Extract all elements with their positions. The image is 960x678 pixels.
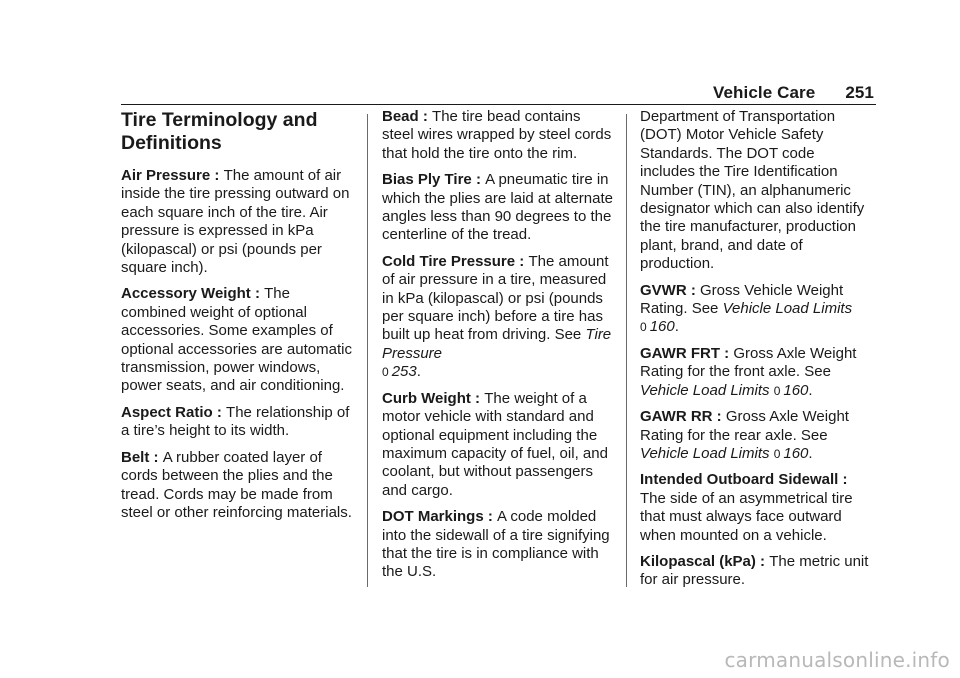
entry-air-pressure	[121, 167, 353, 277]
entry-dot-markings	[382, 508, 614, 582]
cross-reference-link[interactable]: Vehicle Load Limits	[640, 444, 770, 462]
column-2	[382, 108, 614, 590]
definition: The side of an asymmetrical tire that must always face outward when mounted on a vehicle.	[640, 489, 853, 544]
entry-gawr-frt	[640, 345, 872, 400]
definition: The amount of air inside the tire pressing outward on each square inch of the tire. Air pressure is expressed in kPa (kilopascal) or psi (pounds per square inch).	[121, 167, 350, 277]
entry-bead	[382, 108, 614, 163]
term-separator: :	[712, 408, 726, 426]
sentence-end: .	[808, 381, 813, 399]
term-separator: :	[515, 252, 529, 270]
definition: Gross Axle Weight Rating for the front axle. See	[640, 344, 857, 381]
definition: Department of Transportation (DOT) Motor Vehicle Safety Standards. The DOT code includes the Tire Identification Number (TIN), an alphanumeric designator which can also identify the tire manufacturer, production plant, brand, and date of production.	[640, 108, 865, 273]
column-divider-2	[626, 114, 627, 587]
sentence-end: .	[808, 444, 813, 462]
definition: The combined weight of optional accessories. Some examples of optional accessories are automatic transmission, power windows, power seats, and air conditioning.	[121, 285, 352, 395]
entry-bias-ply-tire	[382, 171, 614, 245]
term-separator: :	[720, 344, 734, 362]
page-reference-icon: 0	[640, 320, 647, 335]
page-reference-icon: 0	[382, 365, 389, 380]
entry-intended-outboard-sidewall	[640, 471, 872, 545]
header-section-title: Vehicle Care	[713, 83, 816, 102]
term: GAWR FRT	[640, 344, 720, 362]
term: GVWR	[640, 281, 687, 299]
cross-reference-page[interactable]: 160	[649, 318, 675, 336]
term-separator: :	[686, 281, 701, 299]
term: Intended Outboard Sidewall	[640, 471, 839, 489]
definition: The relationship of a tire’s height to its width.	[121, 403, 350, 440]
term: DOT Markings	[382, 508, 484, 526]
page-reference-icon: 0	[773, 446, 781, 461]
term: Curb Weight	[382, 389, 471, 407]
term-separator: :	[212, 403, 227, 421]
term-separator: :	[471, 171, 486, 189]
definition: Gross Axle Weight Rating for the rear axle. See	[640, 408, 849, 444]
entry-belt	[121, 449, 353, 523]
term: Aspect Ratio	[121, 403, 213, 421]
term-separator: :	[250, 285, 265, 303]
term: Air Pressure	[121, 167, 211, 184]
definition: The tire bead contains steel wires wrapped by steel cords that hold the tire onto the rim.	[382, 108, 612, 162]
term: Kilopascal (kPa)	[640, 552, 756, 570]
column-1	[121, 108, 353, 530]
cross-reference-link[interactable]: Tire Pressure	[382, 326, 612, 362]
sentence-end: .	[416, 363, 421, 381]
term: Belt	[121, 448, 150, 466]
term: GAWR RR	[640, 408, 713, 426]
term: Cold Tire Pressure	[382, 252, 516, 270]
column-3	[640, 108, 872, 598]
term: Accessory Weight	[121, 285, 251, 303]
entry-gawr-rr	[640, 408, 872, 463]
page-reference-icon: 0	[773, 383, 781, 398]
column-divider-1	[367, 114, 368, 587]
entry-kilopascal	[640, 553, 872, 590]
entry-aspect-ratio	[121, 404, 353, 441]
entry-dot-markings-continued	[640, 108, 872, 274]
cross-reference-page[interactable]: 160	[783, 444, 809, 462]
entry-cold-tire-pressure	[382, 253, 614, 382]
section-title: Tire Terminology and Definitions	[121, 109, 318, 154]
entry-gvwr	[640, 282, 872, 337]
term-separator: :	[755, 552, 770, 570]
term: Bias Ply Tire	[382, 171, 472, 189]
definition: Gross Vehicle Weight Rating. See	[640, 281, 844, 318]
definition: A rubber coated layer of cords between the plies and the tread. Cords may be made from steel or other reinforcing materials.	[121, 448, 352, 521]
term-separator: :	[149, 448, 163, 466]
entry-curb-weight	[382, 390, 614, 500]
definition: The weight of a motor vehicle with standard and optional equipment including the maximum capacity of fuel, oil, and coolant, but without passengers and cargo.	[382, 389, 608, 499]
definition: The metric unit for air pressure.	[640, 552, 869, 589]
definition: The amount of air pressure in a tire, measured in kPa (kilopascal) or psi (pounds per square inch) before a tire has built up heat from driving. See	[382, 252, 609, 344]
term: Bead	[382, 108, 419, 125]
running-head	[713, 83, 874, 103]
sentence-end: .	[674, 318, 679, 336]
header-rule	[121, 104, 876, 105]
cross-reference-page[interactable]: 160	[783, 381, 809, 399]
entry-accessory-weight	[121, 285, 353, 395]
term-separator: :	[418, 108, 433, 125]
definition: A code molded into the sidewall of a tire signifying that the tire is in compliance with the U.S.	[382, 508, 610, 581]
term-separator: :	[210, 167, 224, 184]
term-separator: :	[483, 508, 498, 526]
cross-reference-page[interactable]: 253	[391, 363, 417, 381]
watermark: carmanualsonline.info	[724, 648, 950, 672]
cross-reference-link[interactable]: Vehicle Load Limits	[722, 300, 853, 318]
definition: A pneumatic tire in which the plies are laid at alternate angles less than 90 degrees to the centerline of the tread.	[382, 171, 613, 244]
cross-reference-link[interactable]: Vehicle Load Limits	[640, 381, 770, 399]
term-separator: :	[470, 389, 485, 407]
header-page-number: 251	[845, 83, 874, 102]
term-separator: :	[838, 471, 848, 489]
